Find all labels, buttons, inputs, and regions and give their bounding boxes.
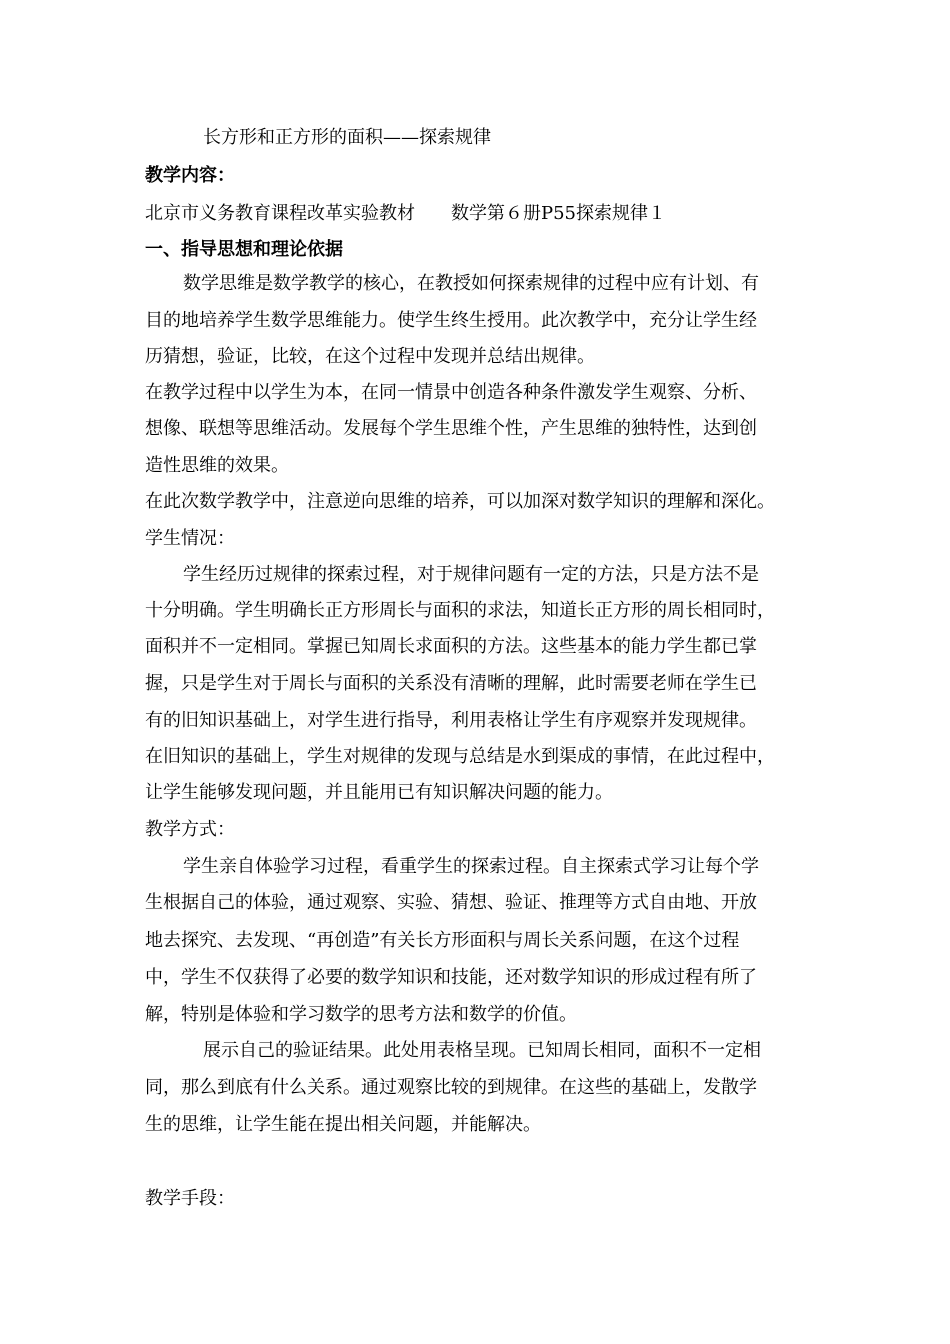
- paragraph-line: 生的思维，让学生能在提出相关问题，并能解决。: [145, 1114, 541, 1135]
- paragraph-line: 解，特别是体验和学习数学的思考方法和数学的价值。: [145, 1004, 577, 1025]
- paragraph-line: 历猜想，验证，比较，在这个过程中发现并总结出规律。: [145, 346, 595, 367]
- paragraph-line: 同，那么到底有什么关系。通过观察比较的到规律。在这些的基础上，发散学: [145, 1077, 757, 1098]
- paragraph-line: 展示自己的验证结果。此处用表格呈现。已知周长相同，面积不一定相: [203, 1040, 761, 1061]
- section-heading-guiding-thought: 一、指导思想和理论依据: [145, 239, 343, 260]
- paragraph-line: 在教学过程中以学生为本，在同一情景中创造各种条件激发学生观察、分析、: [145, 382, 757, 403]
- paragraph-line: 十分明确。学生明确长正方形周长与面积的求法，知道长正方形的周长相同时，: [145, 600, 775, 621]
- subheading-teaching-means: 教学手段：: [145, 1188, 235, 1209]
- subheading-student-situation: 学生情况：: [145, 528, 235, 549]
- paragraph-line: 想像、联想等思维活动。发展每个学生思维个性，产生思维的独特性，达到创: [145, 418, 757, 439]
- paragraph-line: 握，只是学生对于周长与面积的关系没有清晰的理解，此时需要老师在学生已: [145, 673, 757, 694]
- paragraph-line: 让学生能够发现问题，并且能用已有知识解决问题的能力。: [145, 782, 613, 803]
- paragraph-line: 学生经历过规律的探索过程，对于规律问题有一定的方法，只是方法不是: [183, 564, 759, 585]
- paragraph-line: 造性思维的效果。: [145, 455, 289, 476]
- paragraph-line: 目的地培养学生数学思维能力。使学生终生授用。此次教学中，充分让学生经: [145, 310, 757, 331]
- paragraph-line: 有的旧知识基础上，对学生进行指导，利用表格让学生有序观察并发现规律。: [145, 710, 757, 731]
- paragraph-line: 数学思维是数学教学的核心，在教授如何探索规律的过程中应有计划、有: [183, 273, 759, 294]
- paragraph-line: 中，学生不仅获得了必要的数学知识和技能，还对数学知识的形成过程有所了: [145, 967, 757, 988]
- paragraph-line: 在旧知识的基础上，学生对规律的发现与总结是水到渠成的事情，在此过程中，: [145, 746, 775, 767]
- paragraph-line: 面积并不一定相同。掌握已知周长求面积的方法。这些基本的能力学生都已掌: [145, 636, 757, 657]
- paragraph-line: 地去探究、去发现、“再创造”有关长方形面积与周长关系问题，在这个过程: [145, 930, 740, 951]
- paragraph-line: 在此次数学教学中，注意逆向思维的培养，可以加深对数学知识的理解和深化。: [145, 491, 775, 512]
- paragraph-line: 生根据自己的体验，通过观察、实验、猜想、验证、推理等方式自由地、开放: [145, 892, 757, 913]
- document-title: 长方形和正方形的面积——探索规律: [203, 127, 491, 148]
- heading-teaching-content: 教学内容：: [145, 165, 235, 186]
- subheading-teaching-method: 教学方式：: [145, 819, 235, 840]
- teaching-content-line: 北京市义务教育课程改革实验教材 数学第６册P55探索规律１: [145, 203, 667, 224]
- paragraph-line: 学生亲自体验学习过程，看重学生的探索过程。自主探索式学习让每个学: [183, 856, 759, 877]
